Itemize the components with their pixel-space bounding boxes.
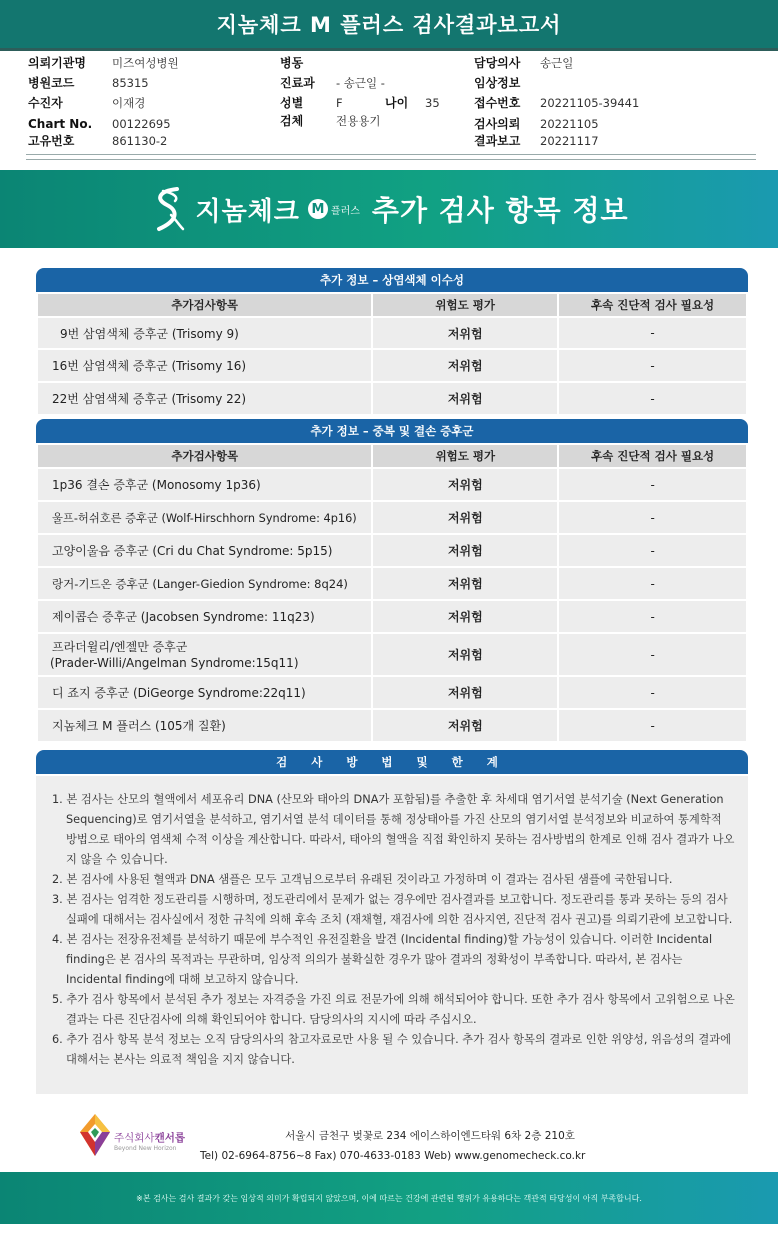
column-header-item: 추가검사항목 xyxy=(38,294,371,316)
value-receipt-no: 20221105-39441 xyxy=(540,96,640,110)
row-follow: - xyxy=(559,535,746,566)
disclaimer-text: ※본 검사는 검사 결과가 갖는 임상적 의미가 확립되지 않았으며, 이에 따르는 건강에 관련된 행위가 유용하다는 객관적 타당성이 아직 부족합니다. xyxy=(136,1193,642,1203)
company-name xyxy=(114,1130,185,1145)
row-name-line1: 프라더윌리/엔젤만 증후군 xyxy=(52,639,188,654)
dna-logo-icon xyxy=(149,185,189,233)
list-item: 3. 본 검사는 엄격한 정도관리를 시행하며, 정도관리에서 문제가 없는 경우에만 검사결과를 보고합니다. 정도관리를 통과 못하는 등의 검사실패에 대해서는 검사실에서 정한 규칙에 의해 후속 조치 (재채혈, 재검사에 의한 검사지연, 진단적 검사 권고)를 의뢰기관에 보고합니다. xyxy=(52,893,733,926)
value-institution: 미즈여성병원 xyxy=(112,56,179,70)
value-unique-no: 861130-2 xyxy=(112,134,168,148)
report-title: 지놈체크 M 플러스 검사결과보고서 xyxy=(0,0,778,48)
label-unique-no: 고유번호 xyxy=(28,134,75,148)
banner xyxy=(0,170,778,248)
list-item: 4. 본 검사는 전장유전체를 분석하기 때문에 부수적인 유전질환을 발견 (Incidental finding)할 가능성이 있습니다. 이러한 Incidental finding은 본 검사의 목적과는 무관하며, 임상적 의의가 불확실한 경우가 많아 결과의 정확성이 부족합니다. 따라서, 본 검사는 Incidental finding에 대해 보고하지 않습니다. xyxy=(52,933,713,986)
list-item: 1. 본 검사는 산모의 혈액에서 세포유리 DNA (산모와 태아의 DNA가 포함됨)를 추출한 후 차세대 염기서열 분석기술 (Next Generation Sequencing)로 염기서열을 분석하고, 염기서열 분석 데이터를 통해 정상태아를 가진 산모의 염기서열 분석정보와 비교하여 통계학적 방법으로 태아의 염색체 수적 이상을 계산합니다. 따라서, 태아의 혈액을 직접 확인하지 못하는 검사방법의 한계로 인해 검사 결과가 나오지 않을 수 있습니다. xyxy=(52,793,735,866)
row-follow: - xyxy=(559,710,746,741)
company-tagline: Beyond New Horizon xyxy=(114,1145,177,1152)
column-header-risk: 위험도 평가 xyxy=(373,294,557,316)
label-receipt-no: 접수번호 xyxy=(474,96,521,110)
row-name: 울프-허쉬호른 증후군 (Wolf-Hirschhorn Syndrome: 4p16) xyxy=(38,502,371,533)
list-item: 2. 본 검사에 사용된 혈액과 DNA 샘플은 모두 고객님으로부터 유래된 것이라고 가정하며 이 결과는 검사된 샘플에 국한됩니다. xyxy=(52,873,673,886)
row-risk: 저위험 xyxy=(373,710,557,741)
list-item: 5. 추가 검사 항목에서 분석된 추가 정보는 자격증을 가진 의료 전문가에 의해 해석되어야 합니다. 또한 추가 검사 항목에서 고위험으로 나온 결과는 다른 진단검사에 의해 확인되어야 합니다. 담당의사의 지시에 따라 주십시오. xyxy=(52,993,735,1026)
row-follow: - xyxy=(559,634,746,675)
company-address-block xyxy=(200,1128,630,1162)
table-header-row xyxy=(38,294,746,316)
row-risk: 저위험 xyxy=(373,568,557,599)
value-specimen: 전용용기 xyxy=(336,114,381,128)
label-institution: 의뢰기관명 xyxy=(28,56,86,70)
banner-plus: 플러스 xyxy=(330,205,360,217)
info-divider xyxy=(26,154,756,160)
m-badge-icon: M xyxy=(308,199,328,219)
row-risk: 저위험 xyxy=(373,634,557,675)
value-report-date: 20221117 xyxy=(540,134,599,148)
value-department: - 송근일 - xyxy=(336,76,385,90)
label-patient: 수진자 xyxy=(28,96,63,110)
company-address: 서울시 금천구 벚꽃로 234 에이스하이엔드타워 6차 2층 210호 xyxy=(285,1130,575,1142)
row-name: 지놈체크 M 플러스 (105개 질환) xyxy=(38,710,371,741)
label-request-date: 검사의뢰 xyxy=(474,117,521,131)
row-risk: 저위험 xyxy=(373,318,557,348)
label-chart-no: Chart No. xyxy=(28,117,93,131)
value-request-date: 20221105 xyxy=(540,117,599,131)
table-row xyxy=(38,318,746,348)
row-risk: 저위험 xyxy=(373,601,557,632)
row-risk: 저위험 xyxy=(373,502,557,533)
row-risk: 저위험 xyxy=(373,383,557,414)
row-name: 제이콥슨 증후군 (Jacobsen Syndrome: 11q23) xyxy=(38,601,371,632)
table-row xyxy=(38,634,746,675)
table-row xyxy=(38,502,746,533)
list-item: 6. 추가 검사 항목 분석 정보는 오직 담당의사의 참고자료로만 사용 될 수 있습니다. 추가 검사 항목의 결과로 인한 위양성, 위음성의 결과에 대해서는 본사는 의료적 책임을 지지 않습니다. xyxy=(52,1033,732,1066)
label-ward: 병동 xyxy=(280,56,304,70)
value-age: 35 xyxy=(425,96,440,110)
company-gem-logo-icon xyxy=(78,1112,112,1158)
company-prefix: 주식회사 xyxy=(114,1132,155,1144)
row-name: 고양이울음 증후군 (Cri du Chat Syndrome: 5p15) xyxy=(38,535,371,566)
row-follow: - xyxy=(559,350,746,381)
disclaimer-bar xyxy=(0,1172,778,1224)
value-doctor: 송근일 xyxy=(540,56,574,70)
row-risk: 저위험 xyxy=(373,469,557,500)
label-clinical-info: 임상정보 xyxy=(474,76,521,90)
column-header-risk: 위험도 평가 xyxy=(373,445,557,467)
section2-table xyxy=(36,443,748,743)
column-header-follow: 후속 진단적 검사 필요성 xyxy=(559,445,746,467)
row-name-multiline xyxy=(38,634,371,675)
company-name-bold: 캔서롭 xyxy=(154,1132,186,1144)
label-age: 나이 xyxy=(385,96,409,110)
methods-list xyxy=(52,790,736,1070)
company-contact: Tel) 02-6964-8756~8 Fax) 070-4633-0183 Web) www.genomecheck.co.kr xyxy=(200,1150,586,1162)
label-specimen: 검체 xyxy=(280,114,304,128)
column-header-item: 추가검사항목 xyxy=(38,445,371,467)
table-row xyxy=(38,383,746,414)
column-header-follow: 후속 진단적 검사 필요성 xyxy=(559,294,746,316)
row-name: 9번 삼염색체 증후군 (Trisomy 9) xyxy=(38,318,371,348)
row-name: 16번 삼염색체 증후군 (Trisomy 16) xyxy=(38,350,371,381)
table-row xyxy=(38,469,746,500)
banner-title: 추가 검사 항목 정보 xyxy=(371,194,629,227)
value-hospital-code: 85315 xyxy=(112,76,149,90)
table-row xyxy=(38,350,746,381)
table-header-row xyxy=(38,445,746,467)
section1-table xyxy=(36,292,748,416)
label-department: 진료과 xyxy=(280,76,315,90)
row-name: 1p36 결손 증후군 (Monosomy 1p36) xyxy=(38,469,371,500)
row-follow: - xyxy=(559,568,746,599)
company-logo xyxy=(78,1110,198,1166)
section2-header: 추가 정보 – 중복 및 결손 증후군 xyxy=(36,419,748,443)
value-patient: 이재경 xyxy=(112,96,146,110)
table-row xyxy=(38,677,746,708)
row-name: 랑거-기드온 증후군 (Langer-Giedion Syndrome: 8q24) xyxy=(38,568,371,599)
row-follow: - xyxy=(559,502,746,533)
section1-header: 추가 정보 – 상염색체 이수성 xyxy=(36,268,748,292)
methods-box xyxy=(36,776,748,1094)
patient-info xyxy=(0,54,778,154)
row-risk: 저위험 xyxy=(373,350,557,381)
table-row xyxy=(38,568,746,599)
row-follow: - xyxy=(559,677,746,708)
row-risk: 저위험 xyxy=(373,535,557,566)
table-row xyxy=(38,535,746,566)
title-underline xyxy=(0,48,778,51)
row-follow: - xyxy=(559,318,746,348)
label-hospital-code: 병원코드 xyxy=(28,76,75,90)
value-sex: F xyxy=(336,96,343,110)
label-doctor: 담당의사 xyxy=(474,56,521,70)
row-name-line2: (Prader-Willi/Angelman Syndrome:15q11) xyxy=(50,655,299,670)
value-chart-no: 00122695 xyxy=(112,117,171,131)
label-report-date: 결과보고 xyxy=(474,134,521,148)
table-row xyxy=(38,601,746,632)
row-follow: - xyxy=(559,383,746,414)
methods-header: 검 사 방 법 및 한 계 xyxy=(36,750,748,774)
row-name: 디 죠지 증후군 (DiGeorge Syndrome:22q11) xyxy=(38,677,371,708)
row-follow: - xyxy=(559,601,746,632)
banner-brand: 지놈체크 xyxy=(195,196,300,227)
table-row xyxy=(38,710,746,741)
label-sex: 성별 xyxy=(280,96,304,110)
row-name: 22번 삼염색체 증후군 (Trisomy 22) xyxy=(38,383,371,414)
row-risk: 저위험 xyxy=(373,677,557,708)
row-follow: - xyxy=(559,469,746,500)
